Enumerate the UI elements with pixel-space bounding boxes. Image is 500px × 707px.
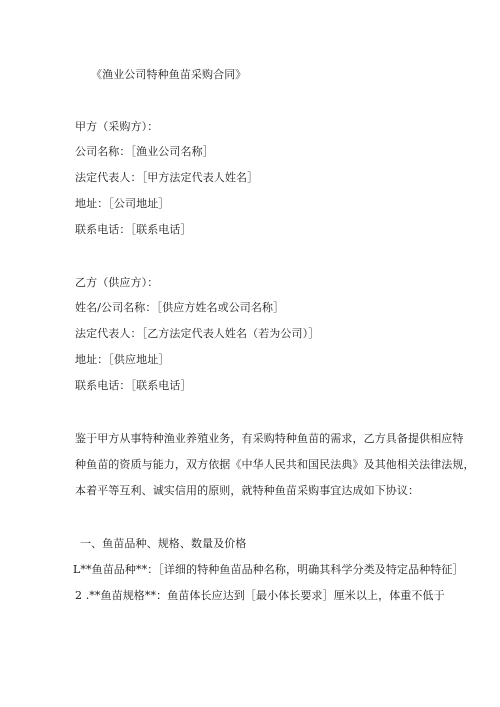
party-b-name: 姓名/公司名称：［供应方姓名或公司名称］ bbox=[75, 301, 285, 314]
section-1-item-1: L**鱼苗品种**：［详细的特种鱼苗品种名称，明确其科学分类及特定品种特征］ bbox=[73, 563, 464, 576]
preamble-line-2: 种鱼苗的资质与能力，双方依据《中华人民共和国民法典》及其他相关法律法规， bbox=[75, 458, 475, 471]
party-a-company: 公司名称：［渔业公司名称］ bbox=[75, 145, 214, 158]
document-title: 《渔业公司特种鱼苗采购合同》 bbox=[91, 68, 247, 81]
preamble-line-3: 本着平等互利、诚实信用的原则，就特种鱼苗采购事宜达成如下协议： bbox=[75, 484, 420, 497]
section-1-heading: 一、鱼苗品种、规格、数量及价格 bbox=[80, 537, 247, 550]
party-b-representative: 法定代表人：［乙方法定代表人姓名（若为公司）］ bbox=[75, 327, 320, 340]
party-a-address: 地址：［公司地址］ bbox=[75, 197, 170, 210]
party-a-representative: 法定代表人：［甲方法定代表人姓名］ bbox=[75, 171, 259, 184]
party-a-phone: 联系电话：［联系电话］ bbox=[75, 223, 192, 236]
party-b-phone: 联系电话：［联系电话］ bbox=[75, 379, 192, 392]
preamble-line-1: 鉴于甲方从事特种渔业养殖业务，有采购特种鱼苗的需求，乙方具备提供相应特 bbox=[75, 432, 464, 445]
party-a-heading: 甲方（采购方）： bbox=[75, 120, 159, 133]
section-1-item-2: 2 .**鱼苗规格**：鱼苗体长应达到［最小体长要求］厘米以上，体重不低于 bbox=[75, 589, 445, 602]
party-b-address: 地址：［供应地址］ bbox=[75, 353, 170, 366]
party-b-heading: 乙方（供应方）： bbox=[75, 276, 159, 289]
